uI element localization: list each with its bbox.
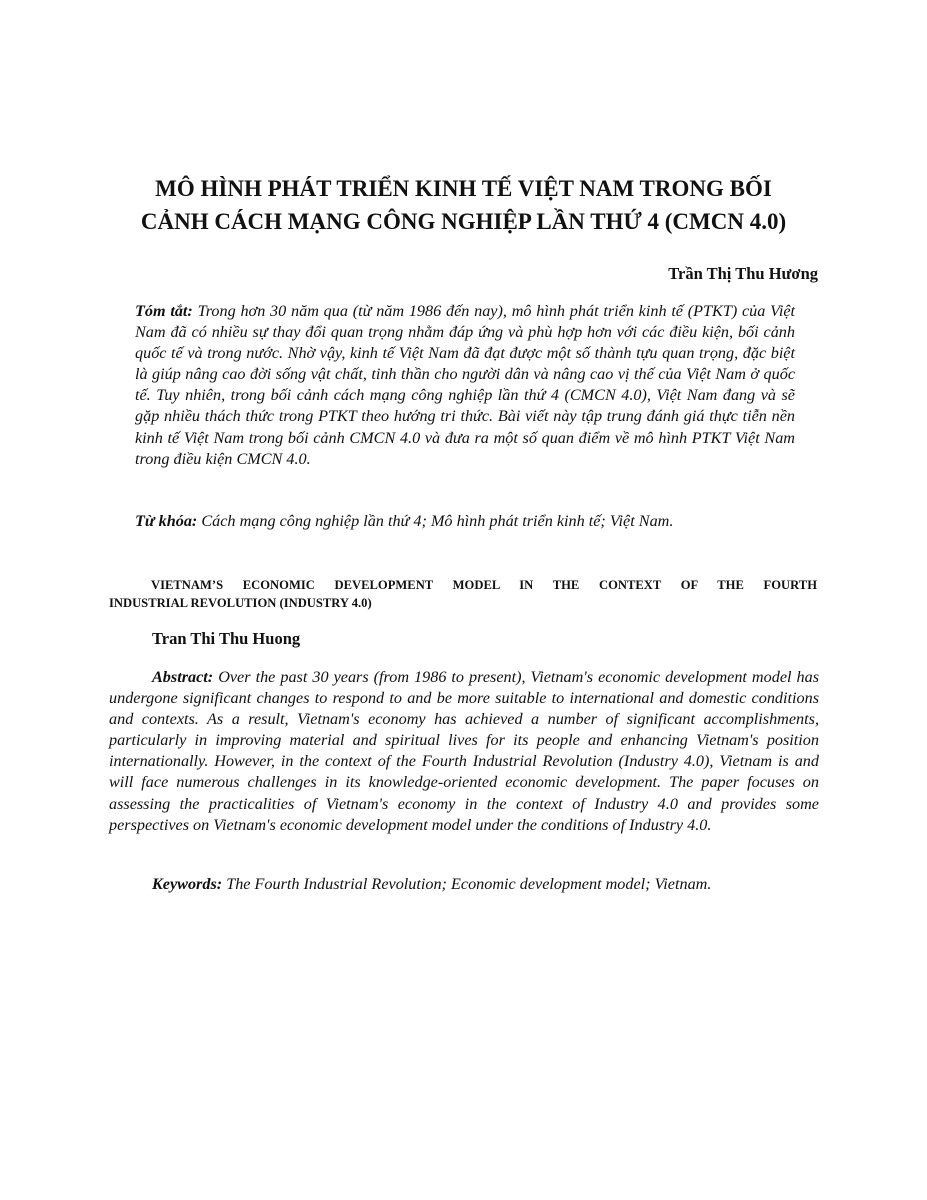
keywords-en	[152, 874, 711, 895]
paper-title-vi	[100, 172, 827, 238]
paper-title-vi-line-2: CẢNH CÁCH MẠNG CÔNG NGHIỆP LẦN THỨ 4 (CMCN 4.0)	[140, 209, 787, 234]
abstract-vi-label: Tóm tắt:	[135, 302, 193, 320]
keywords-vi	[135, 511, 795, 532]
abstract-en	[109, 667, 819, 836]
author-name-vi: Trần Thị Thu Hương	[668, 264, 818, 283]
keywords-en-label: Keywords:	[152, 875, 223, 893]
keywords-en-text: The Fourth Industrial Revolution; Economic development model; Vietnam.	[226, 875, 712, 893]
abstract-vi	[135, 301, 795, 470]
paper-title-en-line-1: VIETNAM’S ECONOMIC DEVELOPMENT MODEL IN THE CONTEXT OF THE FOURTH	[151, 578, 817, 592]
keywords-vi-label: Từ khóa:	[135, 512, 198, 530]
paper-title-en-line-2: INDUSTRIAL REVOLUTION (INDUSTRY 4.0)	[109, 596, 372, 610]
abstract-en-text: Over the past 30 years (from 1986 to present), Vietnam's economic development model has undergone significant changes to respond to and be more suitable to international and domestic conditions and contexts. As a result, Vietnam's economy has achieved a number of significant accomplishments, particularly in improving material and spiritual lives for its people and enhancing Vietnam's position internationally. However, in the context of the Fourth Industrial Revolution (Industry 4.0), Vietnam is and will face numerous challenges in its knowledge-oriented economic development. The paper focuses on assessing the practicalities of Vietnam's economy in the context of Industry 4.0 and provides some perspectives on Vietnam's economic development model under the conditions of Industry 4.0.	[109, 668, 820, 834]
keywords-vi-text: Cách mạng công nghiệp lần thứ 4; Mô hình phát triển kinh tế; Việt Nam.	[201, 512, 674, 530]
paper-title-vi-line-1: MÔ HÌNH PHÁT TRIỂN KINH TẾ VIỆT NAM TRONG BỐI	[155, 176, 772, 201]
paper-title-en	[109, 576, 817, 612]
abstract-vi-text: Trong hơn 30 năm qua (từ năm 1986 đến nay), mô hình phát triển kinh tế (PTKT) của Việt Nam đã có nhiều sự thay đổi quan trọng nhằm đáp ứng và phù hợp hơn với các điều kiện, bối cảnh quốc tế và trong nước. Nhờ vậy, kinh tế Việt Nam đã đạt được một số thành tựu quan trọng, đặc biệt là giúp nâng cao đời sống vật chất, tinh thần cho người dân và nâng cao vị thế của Việt Nam ở quốc tế. Tuy nhiên, trong bối cảnh cách mạng công nghiệp lần thứ 4 (CMCN 4.0), Việt Nam đang và sẽ gặp nhiều thách thức trong PTKT theo hướng tri thức. Bài viết này tập trung đánh giá thực tiễn nền kinh tế Việt Nam trong bối cảnh CMCN 4.0 và đưa ra một số quan điểm về mô hình PTKT Việt Nam trong điều kiện CMCN 4.0.	[135, 302, 796, 468]
abstract-en-label: Abstract:	[152, 668, 214, 686]
author-name-en: Tran Thi Thu Huong	[152, 629, 301, 648]
